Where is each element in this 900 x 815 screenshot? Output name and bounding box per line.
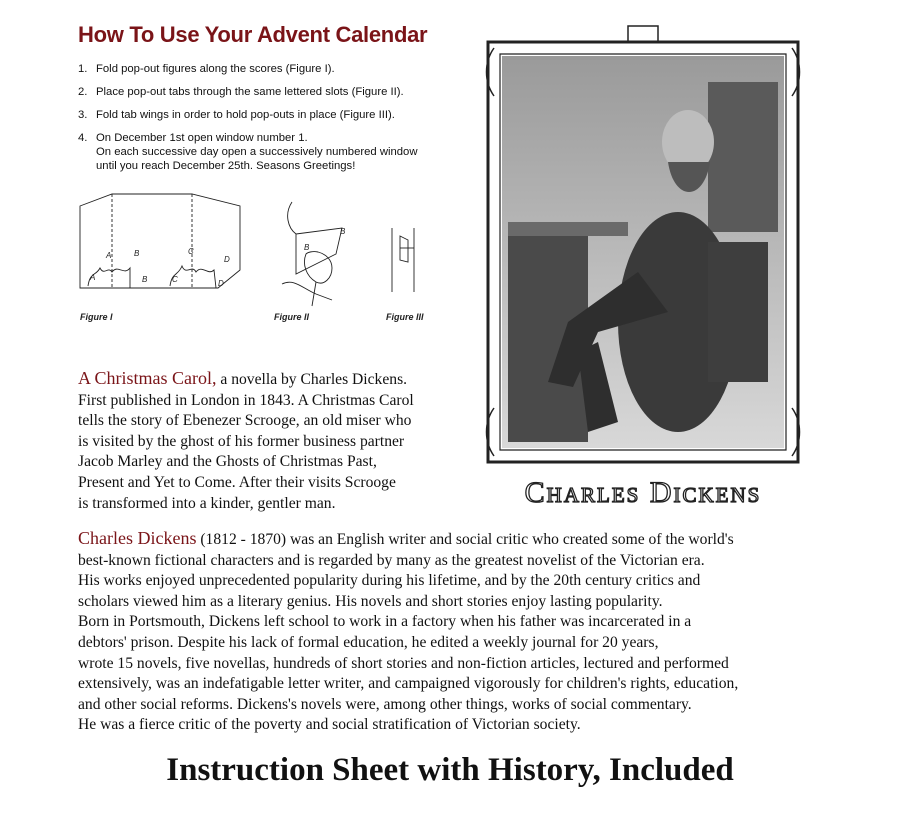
- bio-line: He was a fierce critic of the poverty and social stratification of Victorian society.: [78, 716, 581, 734]
- step-item: [78, 131, 478, 173]
- fig1-letter-d: D: [224, 255, 230, 264]
- bio-line: best-known fictional characters and is regarded by many as the greatest novelist of the Victorian era.: [78, 551, 705, 569]
- carol-line: is transformed into a kinder, gentler man.: [78, 494, 336, 512]
- carol-line: First published in London in 1843. A Christmas Carol: [78, 391, 414, 409]
- bio-line: debtors' prison. Despite his lack of formal education, he edited a weekly journal for 20 years,: [78, 633, 659, 651]
- carol-line: Present and Yet to Come. After their visits Scrooge: [78, 473, 396, 491]
- instructions-title: How To Use Your Advent Calendar: [78, 22, 428, 47]
- step-text: On December 1st open window number 1.: [96, 132, 308, 144]
- figure-two-drawing: [282, 202, 342, 306]
- christmas-carol-paragraph: [78, 368, 478, 514]
- assembly-figures: [70, 188, 470, 328]
- step-text: Place pop-out tabs through the same lettered slots (Figure II).: [96, 86, 404, 98]
- figure-letter-labels: [89, 227, 346, 288]
- step-text-continued: until you reach December 25th. Seasons Greetings!: [96, 160, 356, 172]
- figure-two-label: Figure II: [274, 312, 310, 322]
- bio-line: scholars viewed him as a literary genius. His novels and short stories enjoy lasting popularity.: [78, 592, 663, 610]
- dickens-highlight: Charles Dickens: [78, 528, 197, 548]
- fig2-letter-b: B: [304, 243, 310, 252]
- instruction-steps: [78, 62, 478, 182]
- fig1-letter-c: C: [172, 275, 178, 284]
- bio-line: Born in Portsmouth, Dickens left school to work in a factory when his father was incarcerated in a: [78, 613, 692, 631]
- fig2-letter-b: B: [340, 227, 346, 236]
- figure-three-drawing: [392, 228, 414, 292]
- bio-line: and other social reforms. Dickens's novels were, among other things, works of social commentary.: [78, 695, 692, 713]
- fig1-letter-a: A: [90, 273, 96, 282]
- step-text-continued: On each successive day open a successively numbered window: [96, 146, 418, 158]
- portrait-caption: Charles Dickens: [524, 476, 762, 509]
- bio-line: extensively, was an indefatigable letter writer, and campaigned vigorously for children's rights, education,: [78, 675, 739, 693]
- fig1-letter-d: D: [218, 279, 224, 288]
- fig1-letter-c: C: [188, 247, 194, 256]
- step-item: [78, 108, 478, 122]
- bio-line: His works enjoyed unprecedented popularity during his lifetime, and by the 20th century critics and: [78, 572, 701, 590]
- engraving-scene: [502, 56, 784, 448]
- figure-one-drawing: [80, 194, 240, 288]
- step-text-block: [96, 131, 478, 173]
- step-text: Fold tab wings in order to hold pop-outs in place (Figure III).: [96, 109, 395, 121]
- step-number: 2.: [78, 86, 88, 98]
- carol-line: is visited by the ghost of his former business partner: [78, 432, 405, 450]
- bio-text: (1812 - 1870) was an English writer and social critic who created some of the world's: [196, 531, 734, 548]
- bio-line: [78, 528, 898, 551]
- dickens-biography: [78, 528, 898, 736]
- carol-line: tells the story of Ebenezer Scrooge, an old miser who: [78, 412, 412, 430]
- christmas-carol-highlight: A Christmas Carol,: [78, 368, 217, 388]
- carol-line: Jacob Marley and the Ghosts of Christmas Past,: [78, 453, 377, 471]
- step-number: 4.: [78, 132, 88, 144]
- bio-line: wrote 15 novels, five novellas, hundreds of short stories and non-fiction articles, lectured and performed: [78, 654, 729, 672]
- step-item: [78, 62, 478, 76]
- fig1-letter-b: B: [134, 249, 140, 258]
- step-number: 3.: [78, 109, 88, 121]
- footer-banner: Instruction Sheet with History, Included: [166, 752, 734, 788]
- fig1-letter-a: A: [106, 251, 112, 260]
- dickens-portrait: [478, 22, 808, 522]
- step-item: [78, 85, 478, 99]
- fig1-letter-b: B: [142, 275, 148, 284]
- step-number: 1.: [78, 63, 88, 75]
- step-text: Fold pop-out figures along the scores (Figure I).: [96, 63, 335, 75]
- figure-one-label: Figure I: [80, 312, 113, 322]
- carol-line: a novella by Charles Dickens.: [216, 371, 408, 388]
- figure-three-label: Figure III: [386, 312, 424, 322]
